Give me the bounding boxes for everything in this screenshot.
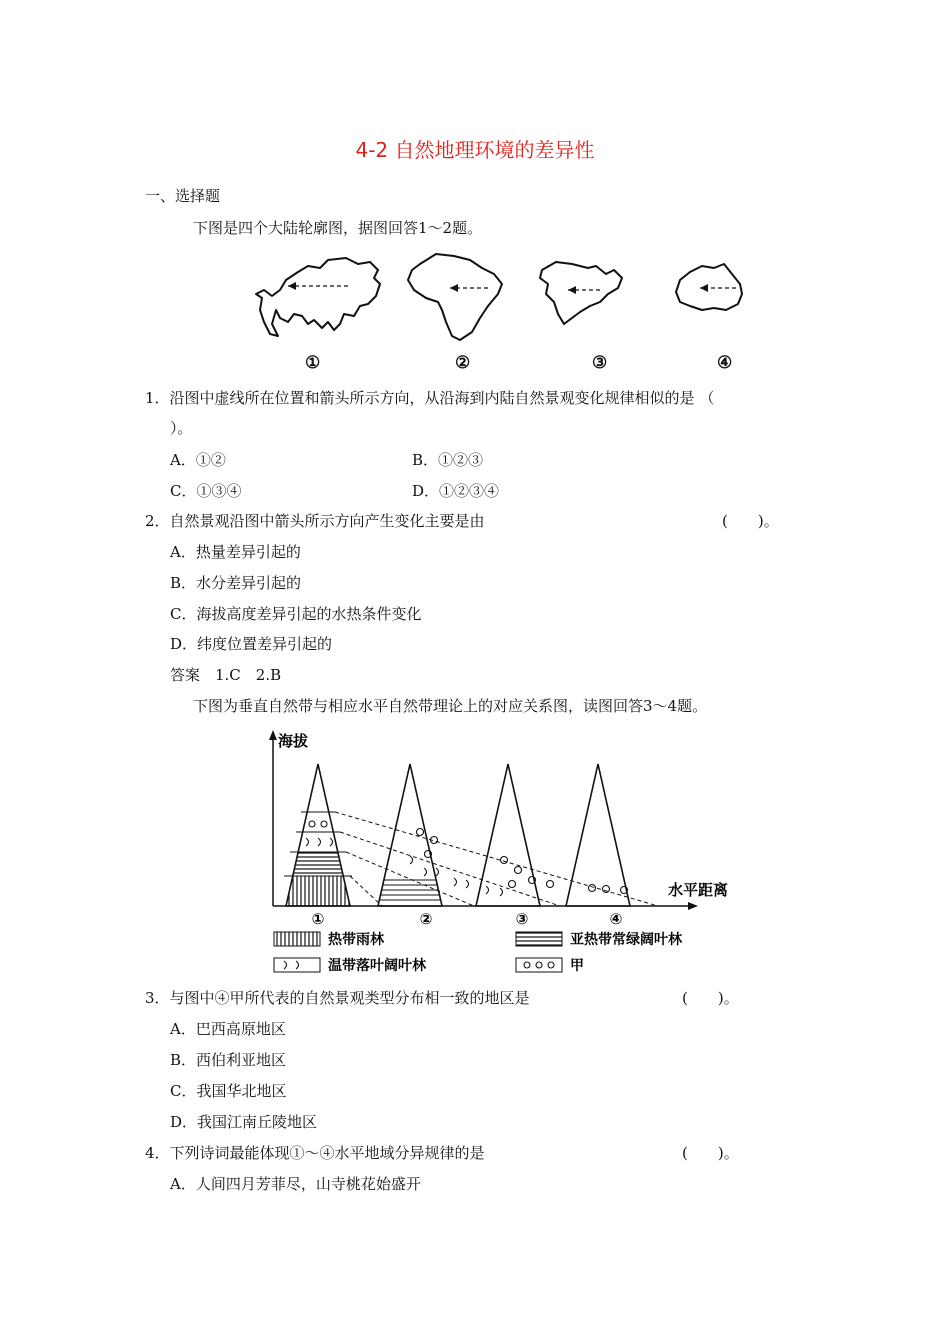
mountain-label-1: ① [311,910,325,928]
section-heading: 一、选择题 [145,187,221,205]
zone-jia-circles [417,829,628,894]
zone-2-subtropical [379,880,441,900]
m1-jia-circles [309,821,327,827]
q4-bracket: ( )。 [682,1144,739,1162]
q2-option-a: A．热量差异引起的 [170,543,301,561]
continent-outline-figure [250,244,750,380]
q1-stem: 1．沿图中虚线所在位置和箭头所示方向，从沿海到内陆自然景观变化规律相似的是 （ [145,389,715,407]
zone-diagram [260,728,750,978]
m1-temperate-symbols [306,838,333,846]
legend-swatch-temperate [274,958,320,972]
arrow-1-head [288,282,296,290]
fig1-label-3: ③ [592,353,608,373]
legend-label-jia: 甲 [570,958,584,974]
fig1-label-4: ④ [717,353,733,373]
mountain-label-3: ③ [515,910,529,928]
arrow-4-head [700,284,708,292]
fig1-label-1: ① [305,353,321,373]
q4-option-a: A．人间四月芳菲尽，山寺桃花始盛开 [170,1175,421,1193]
q2-option-d: D．纬度位置差异引起的 [170,635,333,653]
q2-option-c: C．海拔高度差异引起的水热条件变化 [170,605,422,623]
q3-bracket: ( )。 [682,989,739,1007]
fig1-label-2: ② [455,353,471,373]
continent-4-outline [676,264,742,310]
mountain-3 [476,764,540,906]
mountain-label-2: ② [419,910,433,928]
legend-label-tropical: 热带雨林 [328,932,384,948]
legend-swatch-subtropical [516,932,562,946]
legend-swatch-tropical [274,932,320,946]
legend-label-subtropical: 亚热带常绿阔叶林 [570,932,682,948]
continent-3-outline [540,262,622,324]
intro-text-1: 下图是四个大陆轮廓图，据图回答1～2题。 [193,219,483,237]
q1-option-d: D．①②③④ [412,482,500,500]
y-axis-label: 海拔 [278,732,309,750]
mountain-4 [566,764,630,906]
continent-2-outline [408,254,502,340]
continent-1-outline [256,258,380,336]
q2-stem: 2．自然景观沿图中箭头所示方向产生变化主要是由 [145,512,485,530]
q3-option-c: C．我国华北地区 [170,1082,287,1100]
q4-stem: 4．下列诗词最能体现①～④水平地域分异规律的是 [145,1144,485,1162]
q3-option-a: A．巴西高原地区 [170,1020,286,1038]
y-axis-arrow [269,730,277,740]
q3-option-d: D．我国江南丘陵地区 [170,1113,318,1131]
arrow-2-head [450,284,458,292]
q2-option-b: B．水分差异引起的 [170,574,302,592]
q2-bracket: ( )。 [722,512,779,530]
legend-label-temperate: 温带落叶阔叶林 [328,958,426,974]
x-axis-arrow [688,902,698,910]
q1-stem-cont: ）。 [170,419,193,437]
mountain-label-4: ④ [609,910,623,928]
legend-swatch-jia [516,958,562,972]
arrow-3-head [568,286,576,294]
answer-line: 答案 1.C 2.B [170,666,282,684]
q3-stem: 3．与图中④甲所代表的自然景观类型分布相一致的地区是 [145,989,530,1007]
x-axis-label: 水平距离 [668,881,729,899]
q3-option-b: B．西伯利亚地区 [170,1051,287,1069]
m1-tropical-rainforest-belt [286,876,350,906]
q1-option-c: C．①③④ [170,482,242,500]
page-title: 4-2 自然地理环境的差异性 [355,138,595,162]
q1-option-b: B．①②③ [412,451,484,469]
q1-option-a: A．①② [170,451,226,469]
intro-text-2: 下图为垂直自然带与相应水平自然带理论上的对应关系图，读图回答3～4题。 [193,697,708,715]
